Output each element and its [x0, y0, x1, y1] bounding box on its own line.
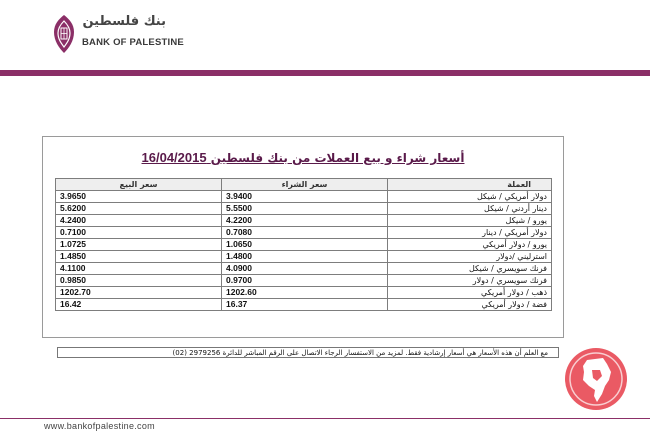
table-row	[56, 275, 552, 287]
currency-cell: دولار أمريكي / دينار	[388, 227, 552, 239]
rates-table	[55, 178, 552, 311]
currency-cell: فضة / دولار أمريكي	[388, 299, 552, 311]
bank-name-arabic: بنك فلسطين	[82, 14, 166, 29]
buy-cell: 4.0900	[222, 263, 388, 275]
table-row	[56, 239, 552, 251]
column-header-sell: سعر البيع	[56, 179, 222, 191]
buy-cell: 3.9400	[222, 191, 388, 203]
website-link[interactable]: www.bankofpalestine.com	[44, 421, 155, 431]
buy-cell: 1202.60	[222, 287, 388, 299]
rates-title	[43, 150, 563, 165]
buy-cell: 0.9700	[222, 275, 388, 287]
sell-cell: 16.42	[56, 299, 222, 311]
bank-name-english: BANK OF PALESTINE	[82, 37, 184, 48]
column-header-buy: سعر الشراء	[222, 179, 388, 191]
buy-cell: 1.4800	[222, 251, 388, 263]
disclaimer-note: مع العلم أن هذه الأسعار هي أسعار إرشادية فقط. لمزيد من الاستفسار الرجاء الاتصال على الرقم المباشر للدائرة 2979256 (02)	[57, 347, 559, 358]
buy-cell: 0.7080	[222, 227, 388, 239]
palestine-map-stamp-icon	[563, 346, 629, 412]
sell-cell: 3.9650	[56, 191, 222, 203]
buy-cell: 1.0650	[222, 239, 388, 251]
sell-cell: 4.2400	[56, 215, 222, 227]
column-header-currency: العملة	[388, 179, 552, 191]
header-divider-bar	[0, 70, 650, 76]
rates-title-date: 16/04/2015	[141, 150, 207, 165]
table-row	[56, 215, 552, 227]
currency-cell: فرنك سويسري / شيكل	[388, 263, 552, 275]
currency-cell: يورو / شيكل	[388, 215, 552, 227]
bank-logo-icon	[53, 14, 75, 54]
rates-panel	[42, 136, 564, 338]
footer-divider	[0, 418, 650, 419]
table-row	[56, 287, 552, 299]
table-row	[56, 227, 552, 239]
sell-cell: 0.9850	[56, 275, 222, 287]
sell-cell: 5.6200	[56, 203, 222, 215]
buy-cell: 16.37	[222, 299, 388, 311]
currency-cell: دينار أردني / شيكل	[388, 203, 552, 215]
rates-table-header	[56, 179, 552, 191]
sell-cell: 1.0725	[56, 239, 222, 251]
sell-cell: 4.1100	[56, 263, 222, 275]
currency-cell: ذهب / دولار أمريكي	[388, 287, 552, 299]
sell-cell: 1202.70	[56, 287, 222, 299]
table-row	[56, 263, 552, 275]
currency-cell: يورو / دولار أمريكي	[388, 239, 552, 251]
buy-cell: 4.2200	[222, 215, 388, 227]
currency-cell: استرليني /دولار	[388, 251, 552, 263]
currency-cell: دولار أمريكي / شيكل	[388, 191, 552, 203]
table-row	[56, 203, 552, 215]
table-row	[56, 191, 552, 203]
sell-cell: 0.7100	[56, 227, 222, 239]
currency-cell: فرنك سويسري / دولار	[388, 275, 552, 287]
table-row	[56, 251, 552, 263]
rates-title-text: أسعار شراء و بيع العملات من بنك فلسطين	[210, 151, 465, 165]
sell-cell: 1.4850	[56, 251, 222, 263]
buy-cell: 5.5500	[222, 203, 388, 215]
table-row	[56, 299, 552, 311]
